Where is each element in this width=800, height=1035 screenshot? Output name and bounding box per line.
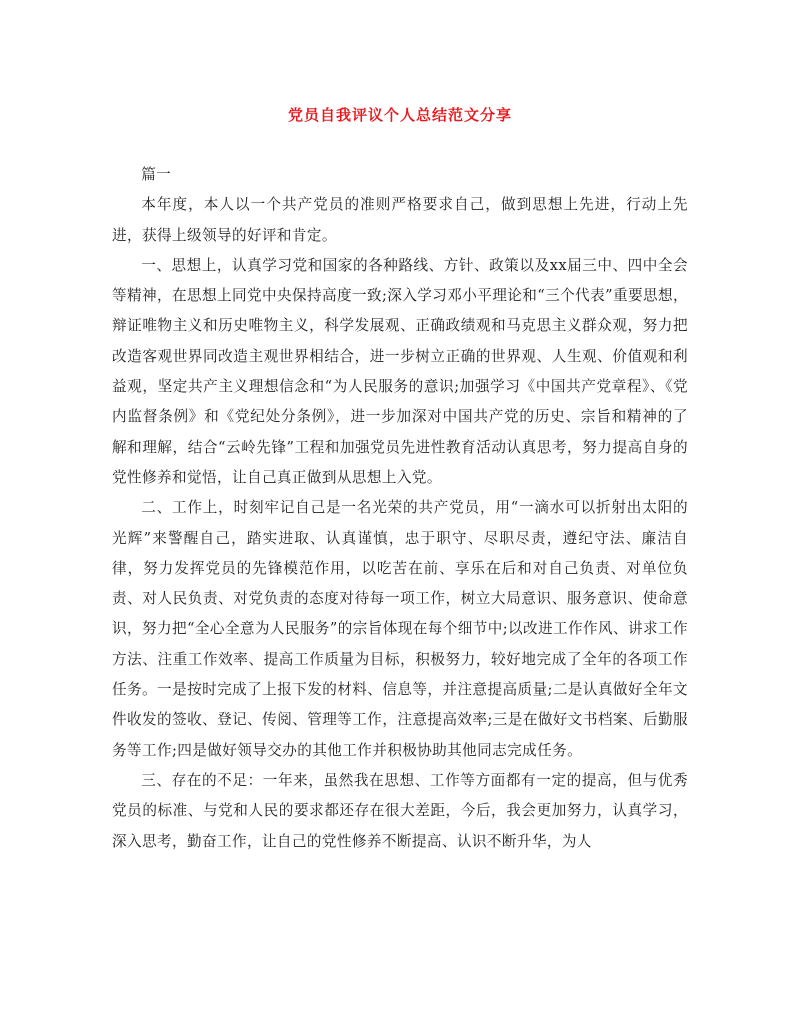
document-title: 党员自我评议个人总结范文分享: [287, 106, 512, 124]
paragraph-shortcomings: 三、存在的不足：一年来，虽然我在思想、工作等方面都有一定的提高，但与优秀党员的标准、与党和人民的要求都还存在很大差距，今后，我会更加努力，认真学习，深入思考，勤奋工作，让自己的党性修养不断提高、认识不断升华，为人: [112, 771, 688, 850]
section-label: 篇一: [141, 166, 172, 183]
document-body: [112, 160, 688, 857]
paragraph-intro: 本年度，本人以一个共产党员的准则严格要求自己，做到思想上先进，行动上先进，获得上级领导的好评和肯定。: [112, 196, 688, 244]
paragraph-ideology: 一、思想上，认真学习党和国家的各种路线、方针、政策以及xx届三中、四中全会等精神，在思想上同党中央保持高度一致;深入学习邓小平理论和“三个代表”重要思想，辩证唯物主义和历史唯物主义，科学发展观、正确政绩观和马克思主义群众观，努力把改造客观世界同改造主观世界相结合，进一步树立正确的世界观、人生观、价值观和利益观，坚定共产主义理想信念和“为人民服务的意识;加强学习《中国共产党章程》、《党内监督条例》和《党纪处分条例》，进一步加深对中国共产党的历史、宗旨和精神的了解和理解，结合“云岭先锋”工程和加强党员先进性教育活动认真思考，努力提高自身的党性修养和觉悟，让自己真正做到从思想上入党。: [112, 256, 688, 486]
paragraph-work: 二、工作上，时刻牢记自己是一名光荣的共产党员，用“一滴水可以折射出太阳的光辉”来警醒自己，踏实进取、认真谨慎，忠于职守、尽职尽责，遵纪守法、廉洁自律，努力发挥党员的先锋模范作用，以吃苦在前、享乐在后和对自己负责、对单位负责、对人民负责、对党负责的态度对待每一项工作，树立大局意识、服务意识、使命意识，努力把“全心全意为人民服务”的宗旨体现在每个细节中;以改进工作作风、讲求工作方法、注重工作效率、提高工作质量为目标，积极努力，较好地完成了全年的各项工作任务。一是按时完成了上报下发的材料、信息等，并注意提高质量;二是认真做好全年文件收发的签收、登记、传阅、管理等工作，注意提高效率;三是在做好文书档案、后勤服务等工作;四是做好领导交办的其他工作并积极协助其他同志完成任务。: [112, 499, 688, 759]
